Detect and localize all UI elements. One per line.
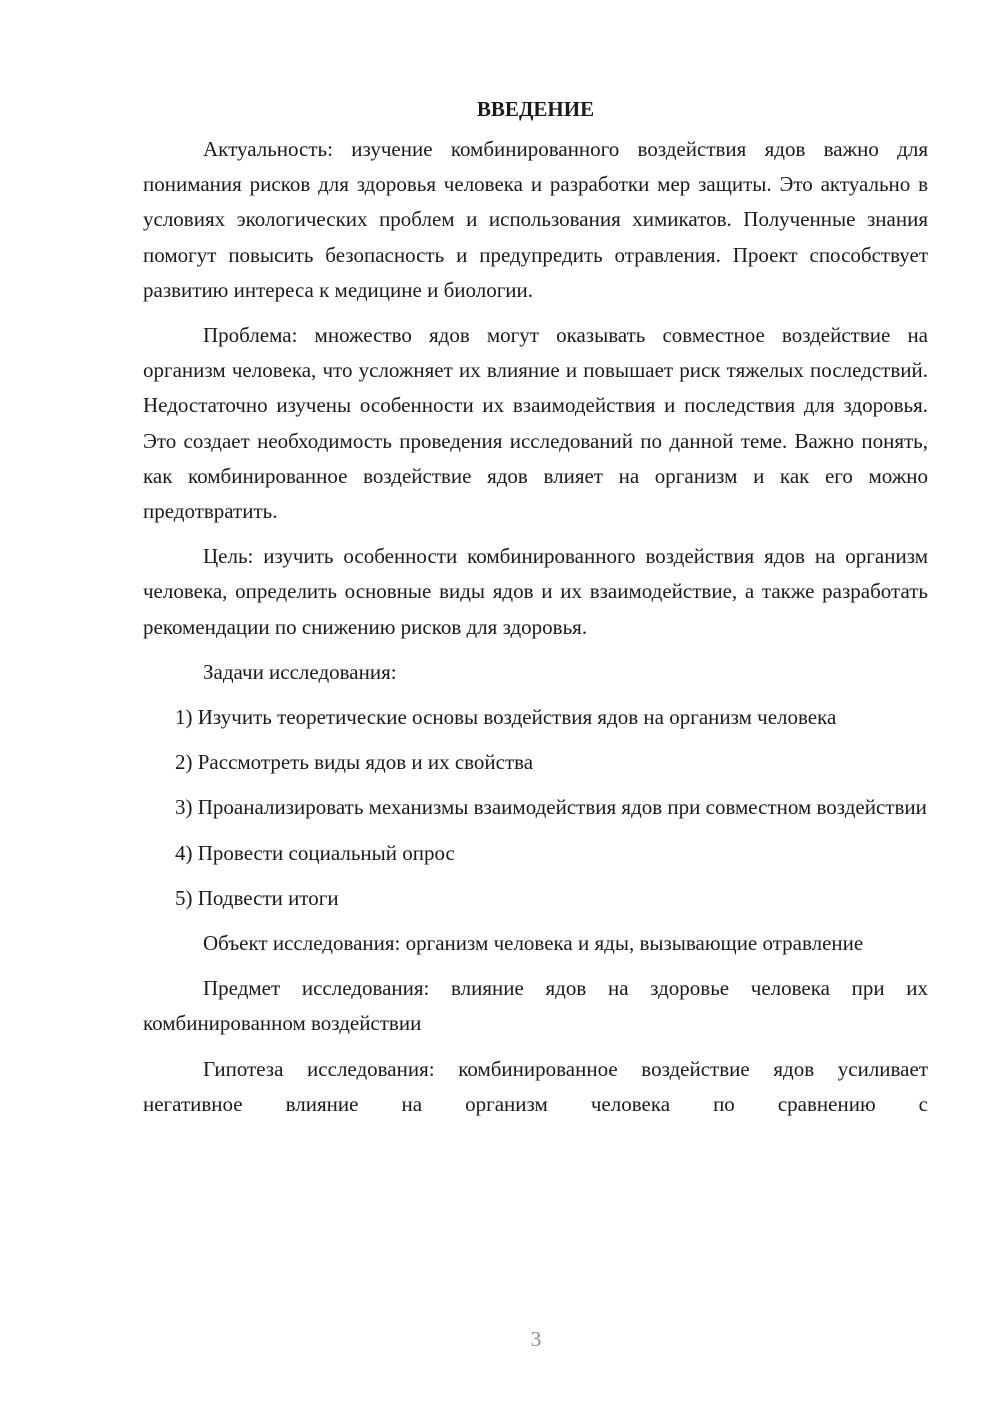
page-title: ВВЕДЕНИЕ bbox=[476, 97, 595, 121]
tasks-title: Задачи исследования: bbox=[203, 659, 397, 684]
object-paragraph: Объект исследования: организм человека и яды, вызывающие отравление bbox=[203, 931, 864, 956]
document-page bbox=[143, 92, 928, 1132]
task-item-2: 2) Рассмотреть виды ядов и их свойства bbox=[175, 750, 534, 775]
goal-paragraph: Цель: изучить особенности комбинированного воздействия ядов на организм человека, определить основные виды ядов и их взаимодействие, а также разработать рекомендации по снижению рисков для здоровья. bbox=[143, 544, 928, 639]
task-item-4: 4) Провести социальный опрос bbox=[175, 840, 455, 865]
problem-paragraph: Проблема: множество ядов могут оказывать совместное воздействие на организм человека, что усложняет их влияние и повышает риск тяжелых последствий. Недостаточно изучены особенности их взаимодействия и последствия для здоровья. Это создает необходимость проведения исследований по данной теме. Важно понять, как комбинированное воздействие ядов влияет на организм и как его можно предотвратить. bbox=[143, 323, 928, 524]
page-number: 3 bbox=[530, 1327, 542, 1351]
task-item-3: 3) Проанализировать механизмы взаимодействия ядов при совместном воздействии bbox=[175, 795, 927, 820]
task-item-1: 1) Изучить теоретические основы воздействия ядов на организм человека bbox=[175, 705, 837, 730]
task-item-5: 5) Подвести итоги bbox=[175, 885, 339, 910]
relevance-paragraph: Актуальность: изучение комбинированного воздействия ядов важно для понимания рисков для здоровья человека и разработки мер защиты. Это актуально в условиях экологических проблем и использования химикатов. Полученные знания помогут повысить безопасность и предупредить отравления. Проект способствует развитию интереса к медицине и биологии. bbox=[143, 137, 928, 302]
hypothesis-paragraph: Гипотеза исследования: комбинированное воздействие ядов усиливает негативное влияние на организм человека по сравнению с bbox=[143, 1056, 928, 1116]
subject-paragraph: Предмет исследования: влияние ядов на здоровье человека при их комбинированном воздействии bbox=[143, 976, 928, 1036]
